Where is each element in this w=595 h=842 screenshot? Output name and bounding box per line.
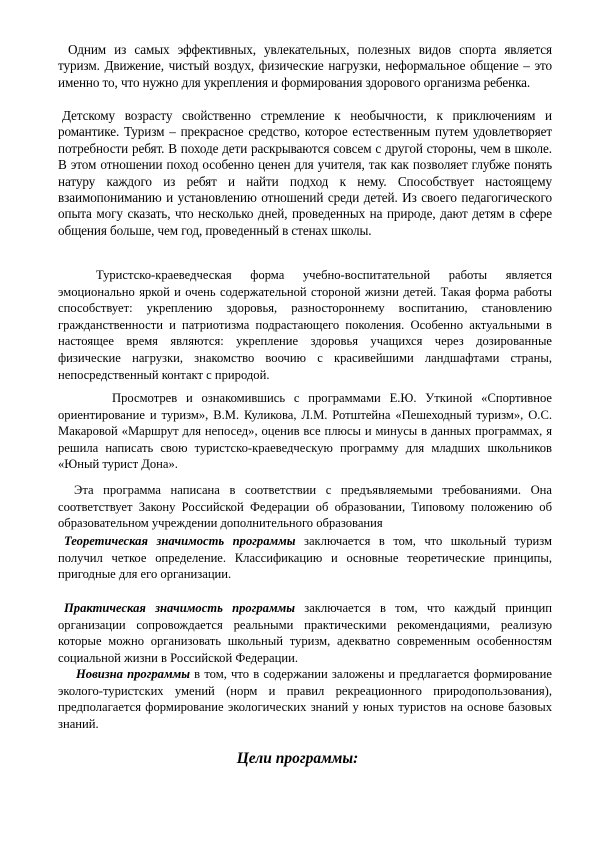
paragraph-compliance: [58, 482, 552, 532]
paragraph-age: [58, 108, 552, 239]
paragraph-programs: [58, 390, 552, 473]
goals-heading: Цели программы:: [236, 750, 359, 767]
paragraph-form-text: Туристско-краеведческая форма учебно-воспитательной работы является эмоционально яркой и очень содержательной стороной жизни детей. Такая форма работы способствует: укреплению здоровья, разностороннему воспитанию, становлению гражданственности и патриотизма подрастающего поколения. Особенно актуальными в настоящее время являются: укрепление здоровья учащихся через дозированные физические нагрузки, знакомство воочию с красивейшими ландшафтами страны, непосредственный контакт с природой.: [58, 268, 552, 382]
theoretical-text: заключается в том, что школьный туризм получил четкое определение. Классификацию и основные теоретические принципы, пригодные для его организации.: [58, 534, 552, 582]
paragraph-novelty: [58, 666, 552, 732]
paragraph-theoretical: [58, 533, 552, 583]
paragraph-practical: [58, 600, 552, 666]
practical-text: заключается в том, что каждый принцип организации сопровождается реальными практическими рекомендациями, реализую которые можно организовать школьный туризм, адекватно современным особенностям социальной жизни в Российской Федерации.: [58, 601, 552, 665]
practical-term: Практическая значимость программы: [64, 601, 295, 615]
theoretical-term: Теоретическая значимость программы: [64, 534, 296, 548]
paragraph-programs-text: Просмотрев и ознакомившись с программами Е.Ю. Уткиной «Спортивное ориентирование и туризм», В.М. Куликова, Л.М. Ротштейна «Пешеходный туризм», О.С. Макаровой «Маршрут для непосед», оценив все плюсы и минусы в данных программах, я решила написать свою туристско-краеведческую программу для младших школьников «Юный турист Дона».: [58, 391, 552, 472]
paragraph-intro-text: Одним из самых эффективных, увлекательных, полезных видов спорта является туризм. Движение, чистый воздух, физические нагрузки, неформальное общение – это именно то, что нужно для укрепления и формирования здорового организма ребенка.: [58, 42, 552, 90]
novelty-text: в том, что в содержании заложены и предлагается формирование эколого-туристских умений (норм и правил рекреационного природопользования), предполагается формирование экологических знаний у юных туристов на основе базовых знаний.: [58, 667, 552, 731]
novelty-term: Новизна программы: [76, 667, 190, 681]
paragraph-age-text: Детскому возрасту свойственно стремление к необычности, к приключениям и романтике. Туризм – прекрасное средство, которое естественным путем удовлетворяет потребности ребят. В походе дети раскрываются совсем с другой стороны, чем в школе. В этом отношении поход особенно ценен для учителя, так как позволяет глубже понять натуру каждого из ребят и найти подход к нему. Способствует настоящему взаимопониманию и установлению отношений среди детей. Из своего педагогического опыта могу сказать, что несколько дней, проведенных на природе, дают детям в сфере общения больше, чем год, проведенный в стенах школы.: [58, 108, 552, 238]
paragraph-intro: [58, 42, 552, 91]
paragraph-form: [58, 267, 552, 383]
paragraph-compliance-text: Эта программа написана в соответствии с предъявляемыми требованиями. Она соответствует Закону Российской Федерации об образовании, Типовому положению об образовательном учреждении дополнительного образования: [58, 483, 552, 531]
